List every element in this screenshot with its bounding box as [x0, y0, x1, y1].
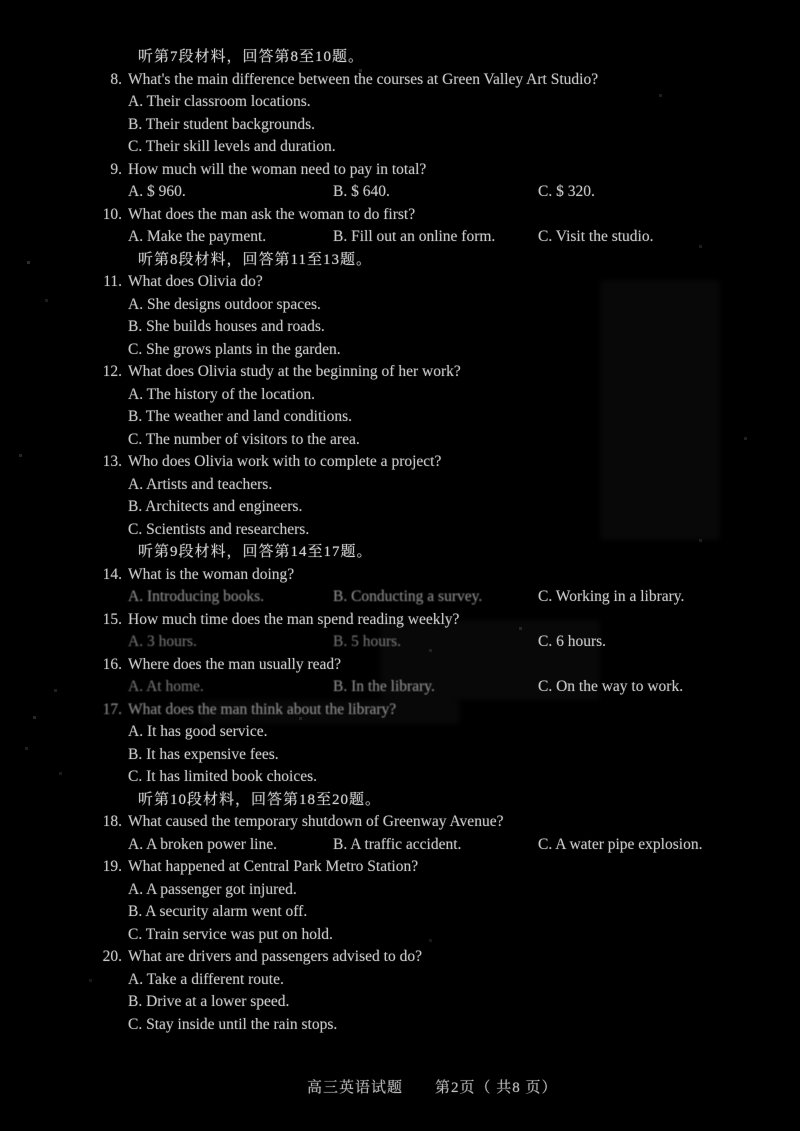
question-16-options [0, 676, 800, 699]
material-heading-7: 听第7段材料，回答第8至10题。 [138, 49, 365, 65]
question-11-option-b: B. She builds houses and roads. [128, 318, 325, 335]
question-text: What does Olivia study at the beginning of her work? [128, 363, 461, 380]
question-15-option-a: A. 3 hours. [128, 633, 197, 650]
question-number: 19. [102, 858, 122, 875]
question-number: 15. [102, 610, 122, 628]
question-number: 9. [110, 160, 122, 178]
question-text: What does Olivia do? [128, 273, 263, 290]
question-20-option-a: A. Take a different route. [128, 970, 284, 988]
question-16-option-c: C. On the way to work. [538, 678, 684, 695]
question-number: 16. [102, 655, 122, 673]
question-11-option-a: A. She designs outdoor spaces. [128, 295, 321, 313]
question-13 [0, 451, 800, 474]
material-heading-8: 听第8段材料，回答第11至13题。 [138, 251, 372, 268]
question-9 [0, 159, 800, 182]
question-18-options [0, 834, 800, 857]
question-18 [0, 811, 800, 834]
question-9-options [0, 181, 800, 204]
question-19-option-a: A. A passenger got injured. [128, 880, 297, 898]
question-19-option-b: B. A security alarm went off. [128, 903, 308, 920]
question-13-option-a: A. Artists and teachers. [128, 475, 273, 493]
question-9-option-a: A. $ 960. [128, 183, 186, 200]
question-12-option-c: C. The number of visitors to the area. [128, 430, 360, 448]
question-14 [0, 564, 800, 587]
question-17-option-c: C. It has limited book choices. [128, 768, 317, 785]
question-text: What does the man ask the woman to do first? [128, 205, 416, 223]
question-9-option-c: C. $ 320. [538, 183, 595, 200]
question-10-options [0, 226, 800, 249]
question-number: 13. [102, 453, 122, 470]
question-10-option-a: A. Make the payment. [128, 228, 267, 245]
question-text: What caused the temporary shutdown of Greenway Avenue? [128, 813, 504, 830]
question-13-option-b: B. Architects and engineers. [128, 498, 303, 515]
question-text: What happened at Central Park Metro Station? [128, 858, 419, 875]
question-text: What is the woman doing? [128, 565, 295, 583]
question-11 [0, 271, 800, 294]
scan-artifact-specks [0, 0, 1, 1]
question-15-option-c: C. 6 hours. [538, 633, 607, 650]
question-text: What's the main difference between the courses at Green Valley Art Studio? [128, 70, 599, 88]
question-16-option-a: A. At home. [128, 678, 204, 695]
question-number: 20. [102, 948, 122, 965]
question-18-option-a: A. A broken power line. [128, 835, 277, 853]
question-10 [0, 204, 800, 227]
question-list [0, 46, 800, 1036]
footer-page-number: 第2页（ 共8 页） [435, 1080, 558, 1096]
question-12-option-a: A. The history of the location. [128, 385, 315, 403]
material-heading-9: 听第9段材料，回答第14至17题。 [138, 544, 373, 560]
question-number: 17. [102, 700, 122, 718]
question-number: 12. [102, 363, 122, 380]
question-17-option-a: A. It has good service. [128, 723, 268, 740]
footer-doc-title: 高三英语试题 [307, 1080, 404, 1096]
question-16-option-b: B. In the library. [333, 678, 435, 695]
question-15-options [0, 631, 800, 654]
question-17 [0, 699, 800, 722]
question-20-option-b: B. Drive at a lower speed. [128, 993, 290, 1010]
question-8-option-b: B. Their student backgrounds. [128, 115, 315, 133]
question-13-option-c: C. Scientists and researchers. [128, 520, 310, 538]
question-14-option-c: C. Working in a library. [538, 588, 685, 605]
question-text: How much time does the man spend reading weekly? [128, 610, 460, 628]
question-16 [0, 654, 800, 677]
question-number: 8. [110, 70, 122, 88]
page-footer [0, 1076, 800, 1097]
question-18-option-c: C. A water pipe explosion. [538, 835, 703, 853]
question-15 [0, 609, 800, 632]
question-15-option-b: B. 5 hours. [333, 633, 402, 650]
question-14-option-a: A. Introducing books. [128, 588, 265, 605]
question-number: 11. [103, 273, 122, 290]
question-text: Who does Olivia work with to complete a project? [128, 453, 442, 470]
question-8-option-c: C. Their skill levels and duration. [128, 138, 336, 155]
question-number: 14. [102, 565, 122, 583]
question-8-option-a: A. Their classroom locations. [128, 93, 311, 110]
material-heading-10: 听第10段材料，回答第18至20题。 [138, 791, 382, 808]
question-19-option-c: C. Train service was put on hold. [128, 925, 333, 943]
question-17-option-b: B. It has expensive fees. [128, 745, 279, 763]
question-text: What are drivers and passengers advised to do? [128, 948, 422, 965]
question-10-option-b: B. Fill out an online form. [333, 228, 496, 245]
question-19 [0, 856, 800, 879]
question-number: 18. [102, 813, 122, 830]
question-9-option-b: B. $ 640. [333, 183, 390, 200]
question-10-option-c: C. Visit the studio. [538, 228, 654, 245]
question-18-option-b: B. A traffic accident. [333, 835, 462, 853]
question-8 [0, 69, 800, 92]
question-20 [0, 946, 800, 969]
question-12 [0, 361, 800, 384]
question-text: What does the man think about the library? [128, 700, 397, 718]
question-text: Where does the man usually read? [128, 655, 342, 673]
question-11-option-c: C. She grows plants in the garden. [128, 340, 341, 358]
question-14-option-b: B. Conducting a survey. [333, 588, 483, 605]
question-20-option-c: C. Stay inside until the rain stops. [128, 1015, 338, 1033]
question-text: How much will the woman need to pay in total? [128, 160, 427, 178]
question-14-options [0, 586, 800, 609]
question-number: 10. [102, 205, 122, 223]
question-12-option-b: B. The weather and land conditions. [128, 408, 352, 425]
